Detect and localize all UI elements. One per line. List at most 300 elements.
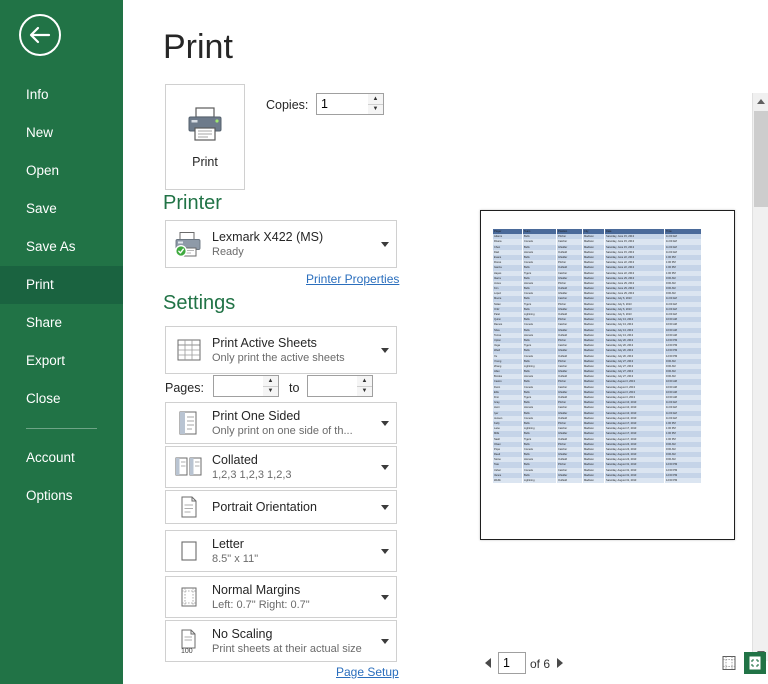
preview-cell: City (583, 229, 605, 234)
preview-cell: Lopez (493, 291, 523, 296)
preview-cell: Infielder (557, 473, 583, 478)
preview-cell: Bulls (523, 442, 557, 447)
preview-cell: Adams (493, 234, 523, 239)
preview-cell: Bulls (523, 286, 557, 291)
pages-to-stepper[interactable] (357, 375, 373, 397)
preview-cell: Quinn (493, 317, 523, 322)
preview-cell: Tigers (523, 343, 557, 348)
preview-cell: Madison (583, 276, 605, 281)
preview-cell: Saturday, August 17, 2013 (605, 437, 665, 442)
preview-cell: Hornets (523, 281, 557, 286)
preview-cell: Madison (583, 307, 605, 312)
show-margins-icon[interactable] (718, 652, 740, 674)
preview-cell: Outfield (557, 478, 583, 483)
print-button[interactable] (165, 84, 245, 190)
preview-cell: Flores (493, 260, 523, 265)
sidebar-item-options[interactable]: Options (26, 488, 73, 503)
preview-cell: Madison (583, 322, 605, 327)
preview-cell: Reed (493, 452, 523, 457)
margins-icon (166, 585, 212, 609)
preview-cell: Hayes (493, 271, 523, 276)
pages-label: Pages: (165, 381, 204, 395)
preview-cell: 10:00 AM (665, 328, 701, 333)
preview-cell: Infielder (557, 276, 583, 281)
preview-cell: 12:00 PM (665, 343, 701, 348)
preview-cell: Evans (493, 255, 523, 260)
preview-cell: Saturday, July 6, 2013 (605, 307, 665, 312)
preview-cell: Madison (583, 411, 605, 416)
preview-cell: Madison (583, 431, 605, 436)
preview-cell: Madison (583, 296, 605, 301)
preview-cell: Bulls (523, 317, 557, 322)
previous-page-icon[interactable] (481, 654, 495, 672)
preview-cell: 10:00 AM (665, 333, 701, 338)
preview-cell: 10:00 AM (665, 317, 701, 322)
preview-cell: 11:00 AM (665, 416, 701, 421)
preview-cell: Position (557, 229, 583, 234)
copies-label: Copies: (266, 98, 309, 112)
preview-cell: Madison (583, 338, 605, 343)
preview-cell: Madison (583, 421, 605, 426)
preview-cell: Pitcher (557, 421, 583, 426)
preview-cell: Saturday, July 27, 2013 (605, 359, 665, 364)
preview-cell: Catcher (557, 426, 583, 431)
preview-cell: Madison (583, 385, 605, 390)
copies-stepper-down[interactable]: ▼ (372, 106, 379, 113)
preview-cell: Bulls (523, 245, 557, 250)
nav-divider (26, 428, 97, 429)
printer-name: Lexmark X422 (MS) (212, 230, 324, 244)
preview-cell: Madison (583, 333, 605, 338)
preview-cell: 12:00 PM (665, 348, 701, 353)
sidebar-item-new[interactable]: New (26, 125, 54, 140)
setting-collation-title: Collated (212, 453, 258, 467)
setting-print-range-subtitle: Only print the active sheets (212, 352, 345, 364)
pages-from-stepper-up[interactable]: ▲ (263, 376, 278, 387)
preview-cell: Bulls (523, 307, 557, 312)
preview-cell: Madison (583, 478, 605, 483)
preview-cell: Madison (583, 400, 605, 405)
orientation-icon (166, 495, 212, 519)
preview-cell: Bulls (523, 421, 557, 426)
setting-scaling-subtitle: Print sheets at their actual size (212, 643, 362, 655)
preview-cell: Garcia (493, 265, 523, 270)
preview-cell: Pitcher (557, 260, 583, 265)
preview-cell: Infielder (557, 411, 583, 416)
preview-cell: Saturday, August 24, 2013 (605, 457, 665, 462)
preview-cell: Outfield (557, 457, 583, 462)
preview-cell: Saturday, August 17, 2013 (605, 421, 665, 426)
preview-cell: Rivera (493, 239, 523, 244)
preview-cell: Bulls (523, 265, 557, 270)
setting-print-range[interactable] (165, 326, 397, 374)
settings-heading: Settings (163, 292, 236, 314)
preview-cell: 12:00 PM (665, 468, 701, 473)
printer-heading: Printer (163, 192, 222, 214)
sidebar-item-share[interactable]: Share (26, 315, 63, 330)
zoom-to-page-icon[interactable] (744, 652, 766, 674)
preview-cell: Lightning (523, 312, 557, 317)
preview-cell: Madison (583, 379, 605, 384)
preview-cell: 1:00 PM (665, 431, 701, 436)
sidebar-item-print[interactable]: Print (0, 266, 123, 304)
preview-cell: Saturday, June 15, 2013 (605, 239, 665, 244)
setting-paper-size-chevron-down-icon[interactable] (374, 549, 396, 554)
setting-scaling[interactable] (165, 620, 397, 662)
preview-cell: Madison (583, 462, 605, 467)
setting-print-range-chevron-down-icon[interactable] (374, 348, 396, 353)
sidebar-item-export[interactable]: Export (26, 353, 66, 368)
preview-cell: Pope (493, 447, 523, 452)
preview-cell: Catcher (557, 322, 583, 327)
preview-cell: Hornets (523, 250, 557, 255)
preview-cell: Saturday, August 10, 2013 (605, 400, 665, 405)
preview-cell: Ibarra (493, 276, 523, 281)
preview-cell: Madison (583, 468, 605, 473)
preview-cell: 11:00 AM (665, 296, 701, 301)
preview-cell: Saturday, July 6, 2013 (605, 296, 665, 301)
preview-cell: 1:00 PM (665, 437, 701, 442)
preview-cell: Pitcher (557, 338, 583, 343)
preview-cell: Castro (493, 379, 523, 384)
preview-cell: Saturday, August 3, 2013 (605, 390, 665, 395)
scaling-icon (166, 628, 212, 654)
preview-cell: Saturday, July 13, 2013 (605, 317, 665, 322)
preview-cell: Madison (583, 374, 605, 379)
preview-cell: Saturday, June 15, 2013 (605, 234, 665, 239)
preview-cell: Madison (583, 317, 605, 322)
printer-device-icon (166, 231, 212, 257)
setting-margins[interactable] (165, 576, 397, 618)
preview-cell: 1:00 PM (665, 260, 701, 265)
preview-cell: 11:00 AM (665, 405, 701, 410)
preview-cell: Madison (583, 245, 605, 250)
preview-cell: Saturday, August 10, 2013 (605, 411, 665, 416)
preview-cell: Saturday, June 22, 2013 (605, 255, 665, 260)
preview-cell: Saturday, June 15, 2013 (605, 245, 665, 250)
preview-cell: Ward (493, 348, 523, 353)
setting-orientation[interactable] (165, 490, 397, 524)
copies-stepper[interactable] (368, 93, 384, 115)
preview-cell: 10:00 AM (665, 322, 701, 327)
sidebar-item-save-as[interactable]: Save As (26, 239, 76, 254)
preview-cell: Bulls (523, 400, 557, 405)
preview-cell: Bulls (523, 390, 557, 395)
setting-margins-title: Normal Margins (212, 583, 301, 597)
copies-stepper-up[interactable]: ▲ (368, 94, 383, 105)
preview-cell: Madison (583, 312, 605, 317)
pages-from-stepper-down[interactable]: ▼ (267, 388, 274, 395)
paper-size-icon (166, 539, 212, 563)
preview-cell: Saturday, August 24, 2013 (605, 452, 665, 457)
preview-cell: Bulls (523, 473, 557, 478)
preview-cell: Hornets (523, 405, 557, 410)
preview-scrollbar[interactable] (752, 93, 768, 661)
preview-cell: Madison (583, 255, 605, 260)
svg-text:100: 100 (181, 648, 193, 654)
preview-cell: Madison (583, 390, 605, 395)
preview-cell: Pitcher (557, 359, 583, 364)
preview-cell: Infielder (557, 307, 583, 312)
preview-cell: 12:00 PM (665, 354, 701, 359)
preview-cell: Saturday, August 3, 2013 (605, 379, 665, 384)
preview-cell: Lightning (523, 426, 557, 431)
next-page-icon[interactable] (553, 654, 567, 672)
preview-cell: Saturday, June 29, 2013 (605, 291, 665, 296)
preview-cell: Pitcher (557, 281, 583, 286)
preview-cell: Bulls (523, 276, 557, 281)
preview-cell: Saturday, July 20, 2013 (605, 343, 665, 348)
printer-select-chevron-down-icon[interactable] (374, 242, 396, 247)
preview-cell: Madison (583, 354, 605, 359)
setting-scaling-chevron-down-icon[interactable] (374, 639, 396, 644)
preview-cell: Saturday, June 29, 2013 (605, 276, 665, 281)
preview-cell: 10:00 AM (665, 395, 701, 400)
preview-cell: Madison (583, 416, 605, 421)
preview-cell: Bulls (523, 255, 557, 260)
preview-cell: Saturday, August 17, 2013 (605, 431, 665, 436)
preview-cell: Saturday, July 13, 2013 (605, 328, 665, 333)
preview-cell: Saturday, August 3, 2013 (605, 385, 665, 390)
preview-cell: 9:00 AM (665, 442, 701, 447)
preview-cell: Tigers (523, 271, 557, 276)
preview-cell: Saturday, June 15, 2013 (605, 250, 665, 255)
preview-cell: Saturday, August 31, 2013 (605, 462, 665, 467)
preview-cell: 11:00 AM (665, 400, 701, 405)
printer-properties-link[interactable]: Printer Properties (306, 272, 400, 286)
preview-cell: Finn (493, 395, 523, 400)
preview-cell: Bulls (523, 348, 557, 353)
preview-cell: Tigers (523, 395, 557, 400)
preview-cell: Outfield (557, 354, 583, 359)
setting-paper-size-subtitle: 8.5" x 11" (212, 553, 259, 565)
preview-cell: Saturday, August 24, 2013 (605, 447, 665, 452)
preview-cell: Madison (583, 395, 605, 400)
sidebar-item-open[interactable]: Open (26, 163, 60, 178)
preview-cell: Torres (493, 333, 523, 338)
pages-to-stepper-down[interactable]: ▼ (361, 388, 368, 395)
preview-cell: Ortiz (493, 307, 523, 312)
preview-cell: Catcher (557, 271, 583, 276)
preview-cell: Saturday, July 27, 2013 (605, 364, 665, 369)
setting-sides-chevron-down-icon[interactable] (374, 421, 396, 426)
preview-cell: Saturday, July 6, 2013 (605, 312, 665, 317)
preview-cell: 12:00 PM (665, 478, 701, 483)
preview-cell: Madison (583, 447, 605, 452)
preview-cell: Saturday, June 22, 2013 (605, 271, 665, 276)
setting-paper-size[interactable] (165, 530, 397, 572)
preview-cell: Madison (583, 260, 605, 265)
collated-icon (166, 455, 212, 479)
setting-sides-subtitle: Only print on one side of th... (212, 425, 353, 437)
preview-sheet-table (493, 229, 701, 483)
preview-cell: Saturday, July 27, 2013 (605, 374, 665, 379)
preview-cell: Bulls (523, 296, 557, 301)
preview-page[interactable] (480, 210, 735, 540)
preview-cell: Infielder (557, 328, 583, 333)
preview-cell: 1:00 PM (665, 426, 701, 431)
preview-cell: Bulls (523, 411, 557, 416)
preview-cell: 9:00 AM (665, 447, 701, 452)
preview-cell: 10:00 AM (665, 379, 701, 384)
preview-cell: 1:00 PM (665, 255, 701, 260)
printer-select[interactable] (165, 220, 397, 268)
preview-cell: 9:00 AM (665, 364, 701, 369)
preview-cell: Ellis (493, 390, 523, 395)
preview-cell: Tigers (523, 437, 557, 442)
preview-cell: Outfield (557, 374, 583, 379)
preview-cell: Saturday, August 31, 2013 (605, 468, 665, 473)
preview-cell: Saturday, June 22, 2013 (605, 260, 665, 265)
preview-cell: Madison (583, 437, 605, 442)
preview-cell: Saturday, July 20, 2013 (605, 354, 665, 359)
preview-cell: Team (523, 229, 557, 234)
sheets-icon (166, 338, 212, 362)
setting-collation-chevron-down-icon[interactable] (374, 465, 396, 470)
setting-margins-chevron-down-icon[interactable] (374, 595, 396, 600)
preview-cell: Silva (493, 328, 523, 333)
preview-cell: Zhang (493, 364, 523, 369)
preview-cell: Outfield (557, 333, 583, 338)
preview-cell: 11:00 AM (665, 302, 701, 307)
pages-to-stepper-up[interactable]: ▲ (357, 376, 372, 387)
preview-cell: Kim (493, 286, 523, 291)
preview-cell: Pitcher (557, 462, 583, 467)
preview-cell: Pitcher (557, 317, 583, 322)
preview-cell: 11:00 AM (665, 245, 701, 250)
page-setup-link[interactable]: Page Setup (336, 665, 399, 679)
setting-paper-size-title: Letter (212, 537, 244, 551)
sidebar-item-info[interactable]: Info (26, 87, 49, 102)
preview-cell: Player (493, 229, 523, 234)
preview-cell: Catcher (557, 385, 583, 390)
preview-cell: Madison (583, 348, 605, 353)
preview-cell: Comets (523, 468, 557, 473)
preview-cell: Bulls (523, 431, 557, 436)
print-settings-pane (123, 0, 463, 684)
preview-cell: Moore (493, 296, 523, 301)
preview-cell: Infielder (557, 255, 583, 260)
preview-cell: Madison (583, 265, 605, 270)
setting-sides-title: Print One Sided (212, 409, 301, 423)
sidebar-item-close[interactable]: Close (26, 391, 61, 406)
preview-cell: 12:00 PM (665, 338, 701, 343)
preview-cell: Saturday, June 29, 2013 (605, 286, 665, 291)
preview-cell: Madison (583, 234, 605, 239)
preview-cell: Saturday, June 22, 2013 (605, 265, 665, 270)
preview-cell: Lightning (523, 478, 557, 483)
preview-cell: Outfield (557, 416, 583, 421)
preview-cell: Madison (583, 286, 605, 291)
preview-cell: Bulls (523, 234, 557, 239)
back-arrow-icon[interactable] (19, 14, 61, 56)
preview-cell: Ramos (493, 322, 523, 327)
setting-sides[interactable] (165, 402, 397, 444)
preview-cell: Chen (493, 245, 523, 250)
preview-cell: Madison (583, 343, 605, 348)
preview-cell: Madison (583, 281, 605, 286)
pages-to-label: to (289, 381, 300, 395)
setting-orientation-chevron-down-icon[interactable] (374, 505, 396, 510)
page-number-input[interactable] (498, 652, 526, 674)
preview-cell: Outfield (557, 312, 583, 317)
one-sided-icon (166, 410, 212, 436)
preview-cell: Madison (583, 405, 605, 410)
preview-cell: Catcher (557, 343, 583, 348)
scroll-up-icon[interactable] (753, 93, 768, 109)
setting-print-range-title: Print Active Sheets (212, 336, 317, 350)
preview-cell: Bulls (523, 338, 557, 343)
preview-cell: Bulls (523, 359, 557, 364)
preview-cell: 9:00 AM (665, 276, 701, 281)
preview-cell: Madison (583, 452, 605, 457)
preview-cell: 10:00 AM (665, 385, 701, 390)
preview-cell: Madison (583, 250, 605, 255)
preview-cell: Infielder (557, 291, 583, 296)
preview-cell: Saturday, August 10, 2013 (605, 405, 665, 410)
preview-cell: Comets (523, 260, 557, 265)
preview-cell: Dunn (493, 385, 523, 390)
preview-cell: Jones (493, 281, 523, 286)
setting-collation[interactable] (165, 446, 397, 488)
preview-cell: Madison (583, 302, 605, 307)
preview-cell: Madison (583, 457, 605, 462)
sidebar-item-account[interactable]: Account (26, 450, 75, 465)
preview-cell: Saturday, July 20, 2013 (605, 338, 665, 343)
preview-cell: Bulls (523, 452, 557, 457)
preview-cell: 9:00 AM (665, 374, 701, 379)
preview-cell: 1:00 PM (665, 421, 701, 426)
preview-cell: Pitcher (557, 302, 583, 307)
preview-cell: Catcher (557, 447, 583, 452)
preview-cell: 10:00 AM (665, 390, 701, 395)
print-preview-pane (463, 0, 768, 684)
preview-cell: Bulls (523, 369, 557, 374)
preview-cell: Comets (523, 322, 557, 327)
preview-cell: 11:00 AM (665, 239, 701, 244)
preview-cell: Hornets (523, 333, 557, 338)
preview-cell: Vance (493, 473, 523, 478)
preview-cell: Outfield (557, 250, 583, 255)
preview-cell: Bulls (523, 379, 557, 384)
preview-cell: Bulls (523, 328, 557, 333)
preview-cell: Infielder (557, 390, 583, 395)
preview-cell: Infielder (557, 369, 583, 374)
preview-cell: 9:00 AM (665, 369, 701, 374)
preview-cell: Saturday, August 24, 2013 (605, 442, 665, 447)
preview-cell: Tigers (523, 302, 557, 307)
backstage-nav (0, 0, 123, 684)
preview-cell: 9:00 AM (665, 291, 701, 296)
preview-cell: Catcher (557, 405, 583, 410)
scrollbar-thumb[interactable] (754, 111, 768, 207)
sidebar-item-save[interactable]: Save (26, 201, 57, 216)
preview-cell: 12:00 PM (665, 462, 701, 467)
preview-cell: Webb (493, 478, 523, 483)
preview-cell: Gray (493, 400, 523, 405)
preview-cell: 9:00 AM (665, 359, 701, 364)
preview-cell: Catcher (557, 468, 583, 473)
preview-cell: Olsen (493, 442, 523, 447)
preview-cell: Madison (583, 359, 605, 364)
preview-cell: Xu (493, 354, 523, 359)
preview-cell: Nolan (493, 302, 523, 307)
page-count-label: of 6 (530, 657, 551, 671)
preview-cell: Outfield (557, 437, 583, 442)
preview-cell: Comets (523, 239, 557, 244)
pages-from-stepper[interactable] (263, 375, 279, 397)
preview-cell: Infielder (557, 245, 583, 250)
